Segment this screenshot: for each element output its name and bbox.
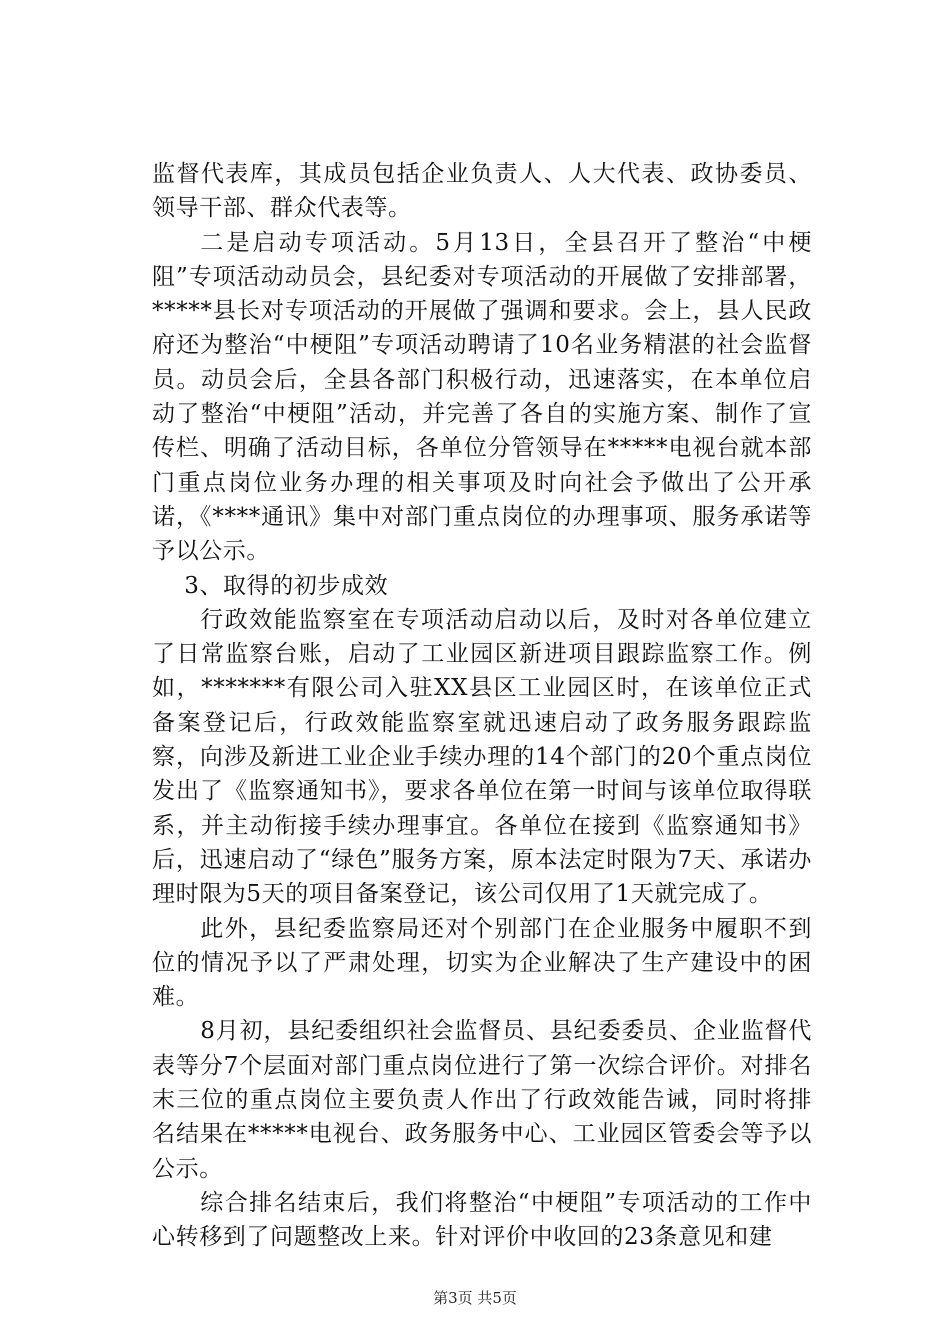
page-number-footer: 第3页 共5页: [433, 1289, 517, 1307]
section-heading-results: 3、取得的初步成效: [184, 572, 389, 599]
paragraph-supervision-office: 行政效能监察室在专项活动启动以后，及时对各单位建立了日常监察台账，启动了工业园区新进项目跟踪监察工作。例如，*******有限公司入驻XX县区工业园区时，在该单位正式备案登记后，行政效能监察室就迅速启动了政务服务跟踪监察，向涉及新进工业企业手续办理的14个部门的20个重点岗位发出了《监察通知书》，要求各单位在第一时间与该单位取得联系，并主动衔接手续办理事宜。各单位在接到《监察通知书》后，迅速启动了“绿色”服务方案，原本法定时限为7天、承诺办理时限为5天的项目备案登记，该公司仅用了1天就完成了。: [152, 606, 812, 908]
paragraph-discipline: 此外，县纪委监察局还对个别部门在企业服务中履职不到位的情况予以了严肃处理，切实为企业解决了生产建设中的困难。: [152, 915, 812, 1011]
paragraph-evaluation: 8月初，县纪委组织社会监督员、县纪委委员、企业监督代表等分7个层面对部门重点岗位进行了第一次综合评价。对排名末三位的重点岗位主要负责人作出了行政效能告诫，同时将排名结果在*****电视台、政务服务中心、工业园区管委会等予以公示。: [152, 1018, 812, 1182]
paragraph-continuation: 监督代表库，其成员包括企业负责人、人大代表、政协委员、领导干部、群众代表等。: [152, 161, 812, 222]
document-body: [152, 157, 812, 1255]
paragraph-launch-activity: 二是启动专项活动。5月13日，全县召开了整治“中梗阻”专项活动动员会，县纪委对专项活动的开展做了安排部署，*****县长对专项活动的开展做了强调和要求。会上，县人民政府还为整治“中梗阻”专项活动聘请了10名业务精湛的社会监督员。动员会后，全县各部门积极行动，迅速落实，在本单位启动了整治“中梗阻”活动，并完善了各自的实施方案、制作了宣传栏、明确了活动目标，各单位分管领导在*****电视台就本部门重点岗位业务办理的相关事项及时向社会予做出了公开承诺，《****通讯》集中对部门重点岗位的办理事项、服务承诺等予以公示。: [152, 229, 812, 565]
paragraph-rectification: 综合排名结束后，我们将整治“中梗阻”专项活动的工作中心转移到了问题整改上来。针对评价中收回的23条意见和建: [152, 1189, 812, 1251]
